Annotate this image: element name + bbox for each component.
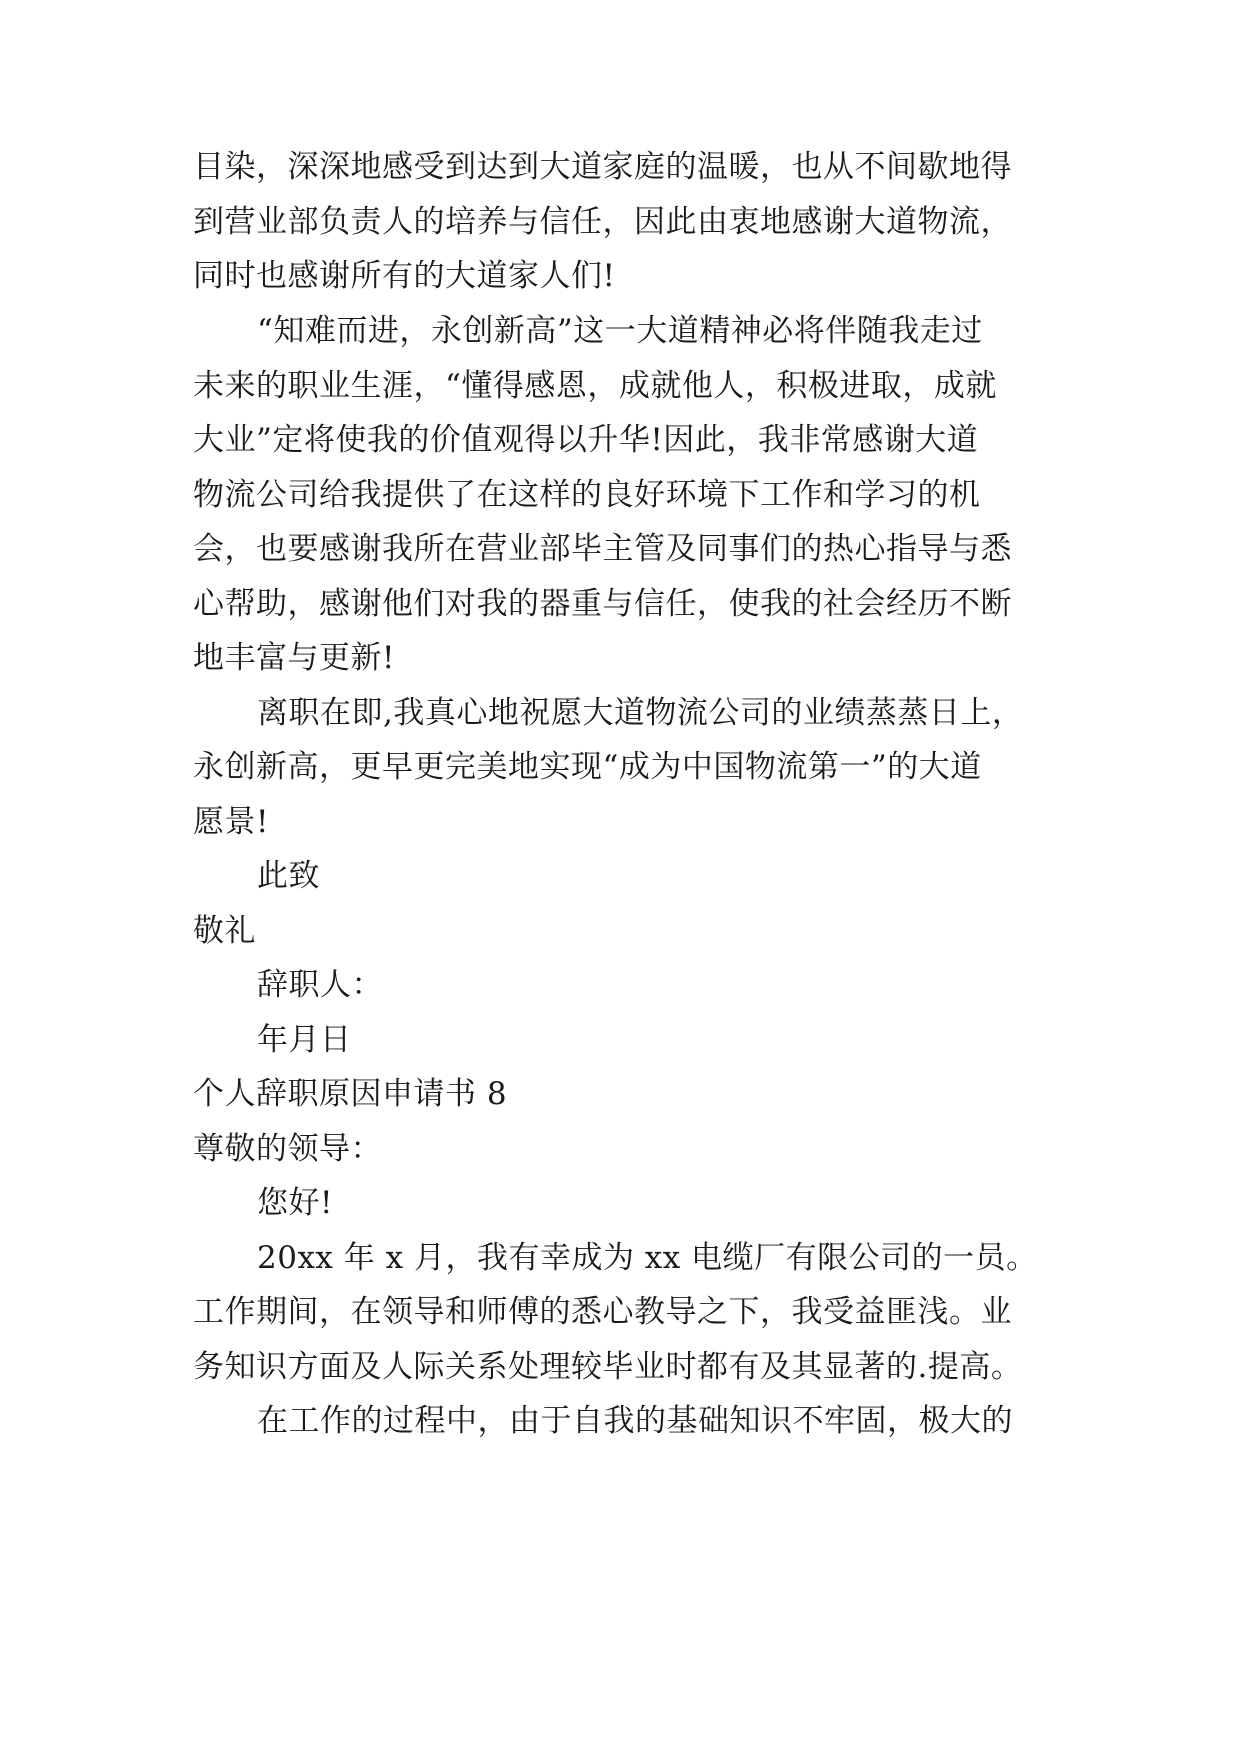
body-text-line: 心帮助，感谢他们对我的器重与信任，使我的社会经历不断 [193,586,1012,622]
closing-regards: 敬礼 [193,913,256,949]
body-text-line: 未来的职业生涯，“懂得感恩，成就他人，积极进取，成就 [193,368,997,404]
body-text-line: 永创新高，更早更完美地实现“成为中国物流第一”的大道 [193,749,982,785]
body-text-line: 务知识方面及人际关系处理较毕业时都有及其显著的.提高。 [193,1349,1023,1385]
date-label: 年月日 [257,1022,352,1058]
body-text-line: 大业”定将使我的价值观得以升华!因此，我非常感谢大道 [193,422,979,458]
body-text-line: 愿景! [193,804,269,840]
greeting-recipient: 尊敬的领导： [193,1131,382,1167]
signature-label: 辞职人： [257,967,383,1003]
paragraph-start-line: 离职在即,我真心地祝愿大道物流公司的业绩蒸蒸日上， [257,695,1024,731]
body-text-line: 会，也要感谢我所在营业部毕主管及同事们的热心指导与悉 [193,531,1012,567]
body-text-line: 到营业部负责人的培养与信任，因此由衷地感谢大道物流， [193,204,1012,240]
closing-salutation: 此致 [257,858,320,894]
body-text-line: 工作期间，在领导和师傅的悉心教导之下，我受益匪浅。业 [193,1294,1012,1330]
paragraph-start-line: “知难而进，永创新高”这一大道精神必将伴随我走过 [257,313,983,349]
body-text-line: 物流公司给我提供了在这样的良好环境下工作和学习的机 [193,477,981,513]
greeting: 您好! [257,1185,333,1221]
body-text-line: 目染，深深地感受到达到大道家庭的温暖，也从不间歇地得 [193,149,1012,185]
section-title: 个人辞职原因申请书 8 [193,1076,508,1112]
paragraph-start-line: 在工作的过程中，由于自我的基础知识不牢固，极大的 [257,1403,1013,1439]
body-text-line: 同时也感谢所有的大道家人们! [193,258,616,294]
paragraph-start-line: 20xx 年 x 月，我有幸成为 xx 电缆厂有限公司的一员。 [257,1240,1038,1276]
body-text-line: 地丰富与更新! [193,640,395,676]
